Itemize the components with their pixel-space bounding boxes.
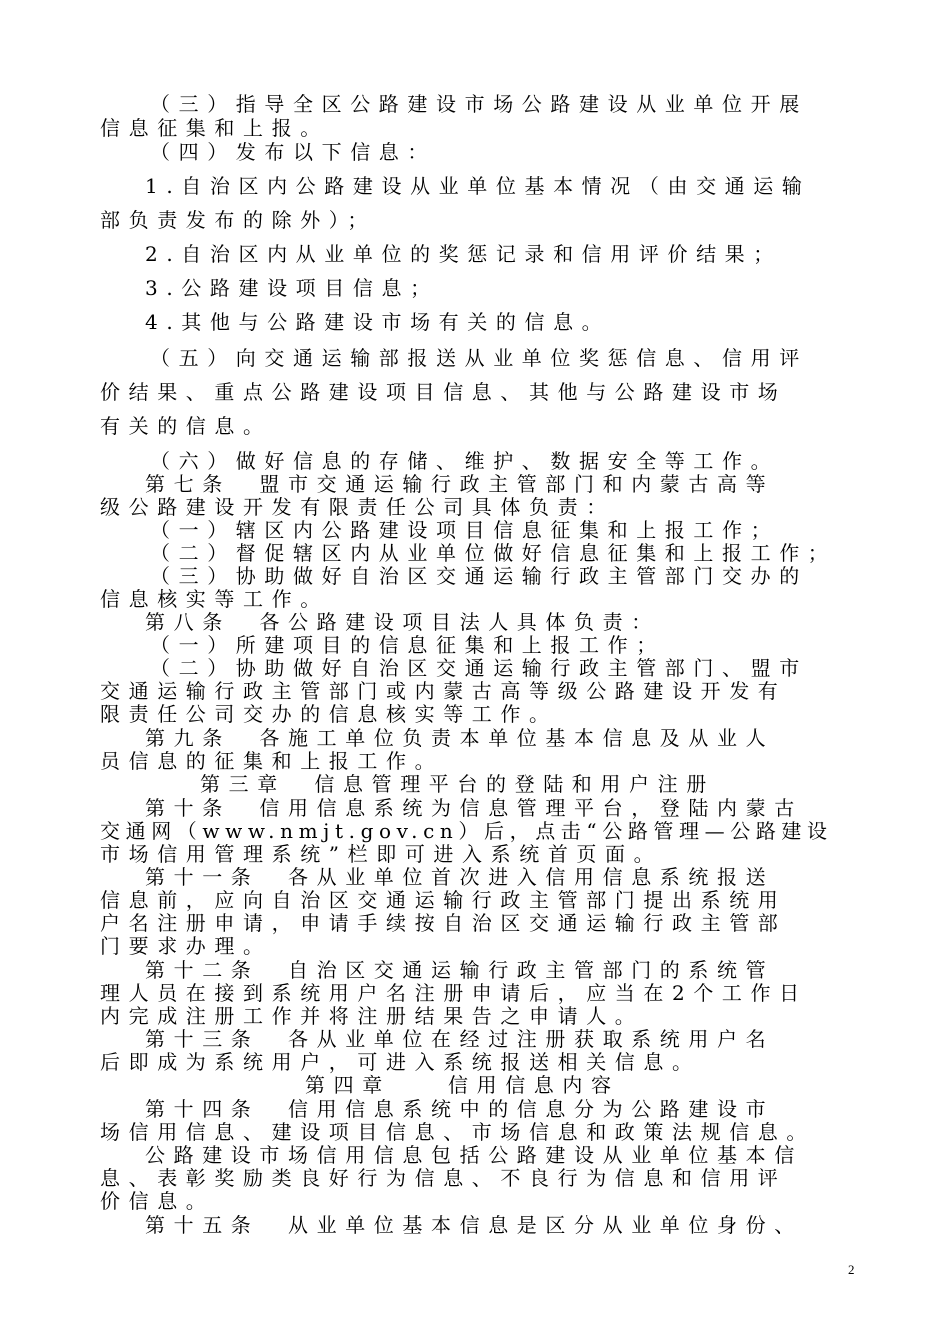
text-line: （三）指导全区公路建设市场公路建设从业单位开展: [150, 92, 808, 116]
text-line: 员信息的征集和上报工作。: [100, 749, 444, 773]
text-line: 第十五条 从业单位基本信息是区分从业单位身份、: [145, 1213, 803, 1237]
text-line: 价结果、重点公路建设项目信息、其他与公路建设市场: [100, 380, 787, 404]
text-line: 场信用信息、建设项目信息、市场信息和政策法规信息。: [100, 1120, 815, 1144]
text-line: 第十四条 信用信息系统中的信息分为公路建设市: [145, 1097, 775, 1121]
text-line: 交通网（www.nmjt.gov.cn）后，点击“公路管理—公路建设: [100, 819, 833, 843]
text-line: 内完成注册工作并将注册结果告之申请人。: [100, 1004, 644, 1028]
text-line: 理人员在接到系统用户名注册申请后，应当在2个工作日: [100, 981, 808, 1005]
text-line: 交通运输行政主管部门或内蒙古高等级公路建设开发有: [100, 679, 787, 703]
text-line: 市场信用管理系统”栏即可进入系统首页面。: [100, 842, 663, 866]
text-line: （四）发布以下信息：: [150, 140, 436, 164]
text-line: 后即成为系统用户，可进入系统报送相关信息。: [100, 1050, 701, 1074]
text-line: （二）协助做好自治区交通运输行政主管部门、盟市: [150, 656, 808, 680]
text-line: （六）做好信息的存储、维护、数据安全等工作。: [150, 449, 780, 473]
text-line: 3.公路建设项目信息；: [145, 276, 439, 300]
text-line: 第十三条 各从业单位在经过注册获取系统用户名: [145, 1027, 775, 1051]
text-line: （一）所建项目的信息征集和上报工作；: [150, 633, 665, 657]
page-number: 2: [848, 1262, 855, 1277]
text-line: 2.自治区内从业单位的奖惩记录和信用评价结果；: [145, 242, 782, 266]
text-line: （一）辖区内公路建设项目信息征集和上报工作；: [150, 518, 780, 542]
text-line: 价信息。: [100, 1189, 215, 1213]
text-line: 级公路建设开发有限责任公司具体负责：: [100, 495, 615, 519]
text-line: 公路建设市场信用信息包括公路建设从业单位基本信: [145, 1143, 803, 1167]
chapter-heading: 第三章 信息管理平台的登陆和用户注册: [200, 772, 715, 796]
text-line: 有关的信息。: [100, 414, 272, 438]
text-line: （三）协助做好自治区交通运输行政主管部门交办的: [150, 564, 808, 588]
text-line: 息、表彰奖励类良好行为信息、不良行为信息和信用评: [100, 1166, 787, 1190]
text-line: 第十二条 自治区交通运输行政主管部门的系统管: [145, 958, 775, 982]
text-line: 限责任公司交办的信息核实等工作。: [100, 702, 558, 726]
text-line: 第九条 各施工单位负责本单位基本信息及从业人: [145, 726, 775, 750]
text-line: 第十一条 各从业单位首次进入信用信息系统报送: [145, 865, 775, 889]
chapter-heading: 第四章 信用信息内容: [305, 1073, 620, 1097]
text-line: （五）向交通运输部报送从业单位奖惩信息、信用评: [150, 346, 808, 370]
text-line: 门要求办理。: [100, 934, 272, 958]
text-line: 信息核实等工作。: [100, 587, 329, 611]
text-line: 第七条 盟市交通运输行政主管部门和内蒙古高等: [145, 472, 775, 496]
text-line: 信息前，应向自治区交通运输行政主管部门提出系统用: [100, 888, 787, 912]
text-line: 第八条 各公路建设项目法人具体负责：: [145, 610, 660, 634]
text-line: 第十条 信用信息系统为信息管理平台，登陆内蒙古: [145, 796, 803, 820]
text-line: （二）督促辖区内从业单位做好信息征集和上报工作；: [150, 541, 837, 565]
text-line: 户名注册申请，申请手续按自治区交通运输行政主管部: [100, 911, 787, 935]
text-line: 1.自治区内公路建设从业单位基本情况（由交通运输: [145, 174, 811, 198]
text-line: 部负责发布的除外）；: [100, 208, 376, 232]
text-line: 信息征集和上报。: [100, 116, 329, 140]
text-line: 4.其他与公路建设市场有关的信息。: [145, 310, 611, 334]
